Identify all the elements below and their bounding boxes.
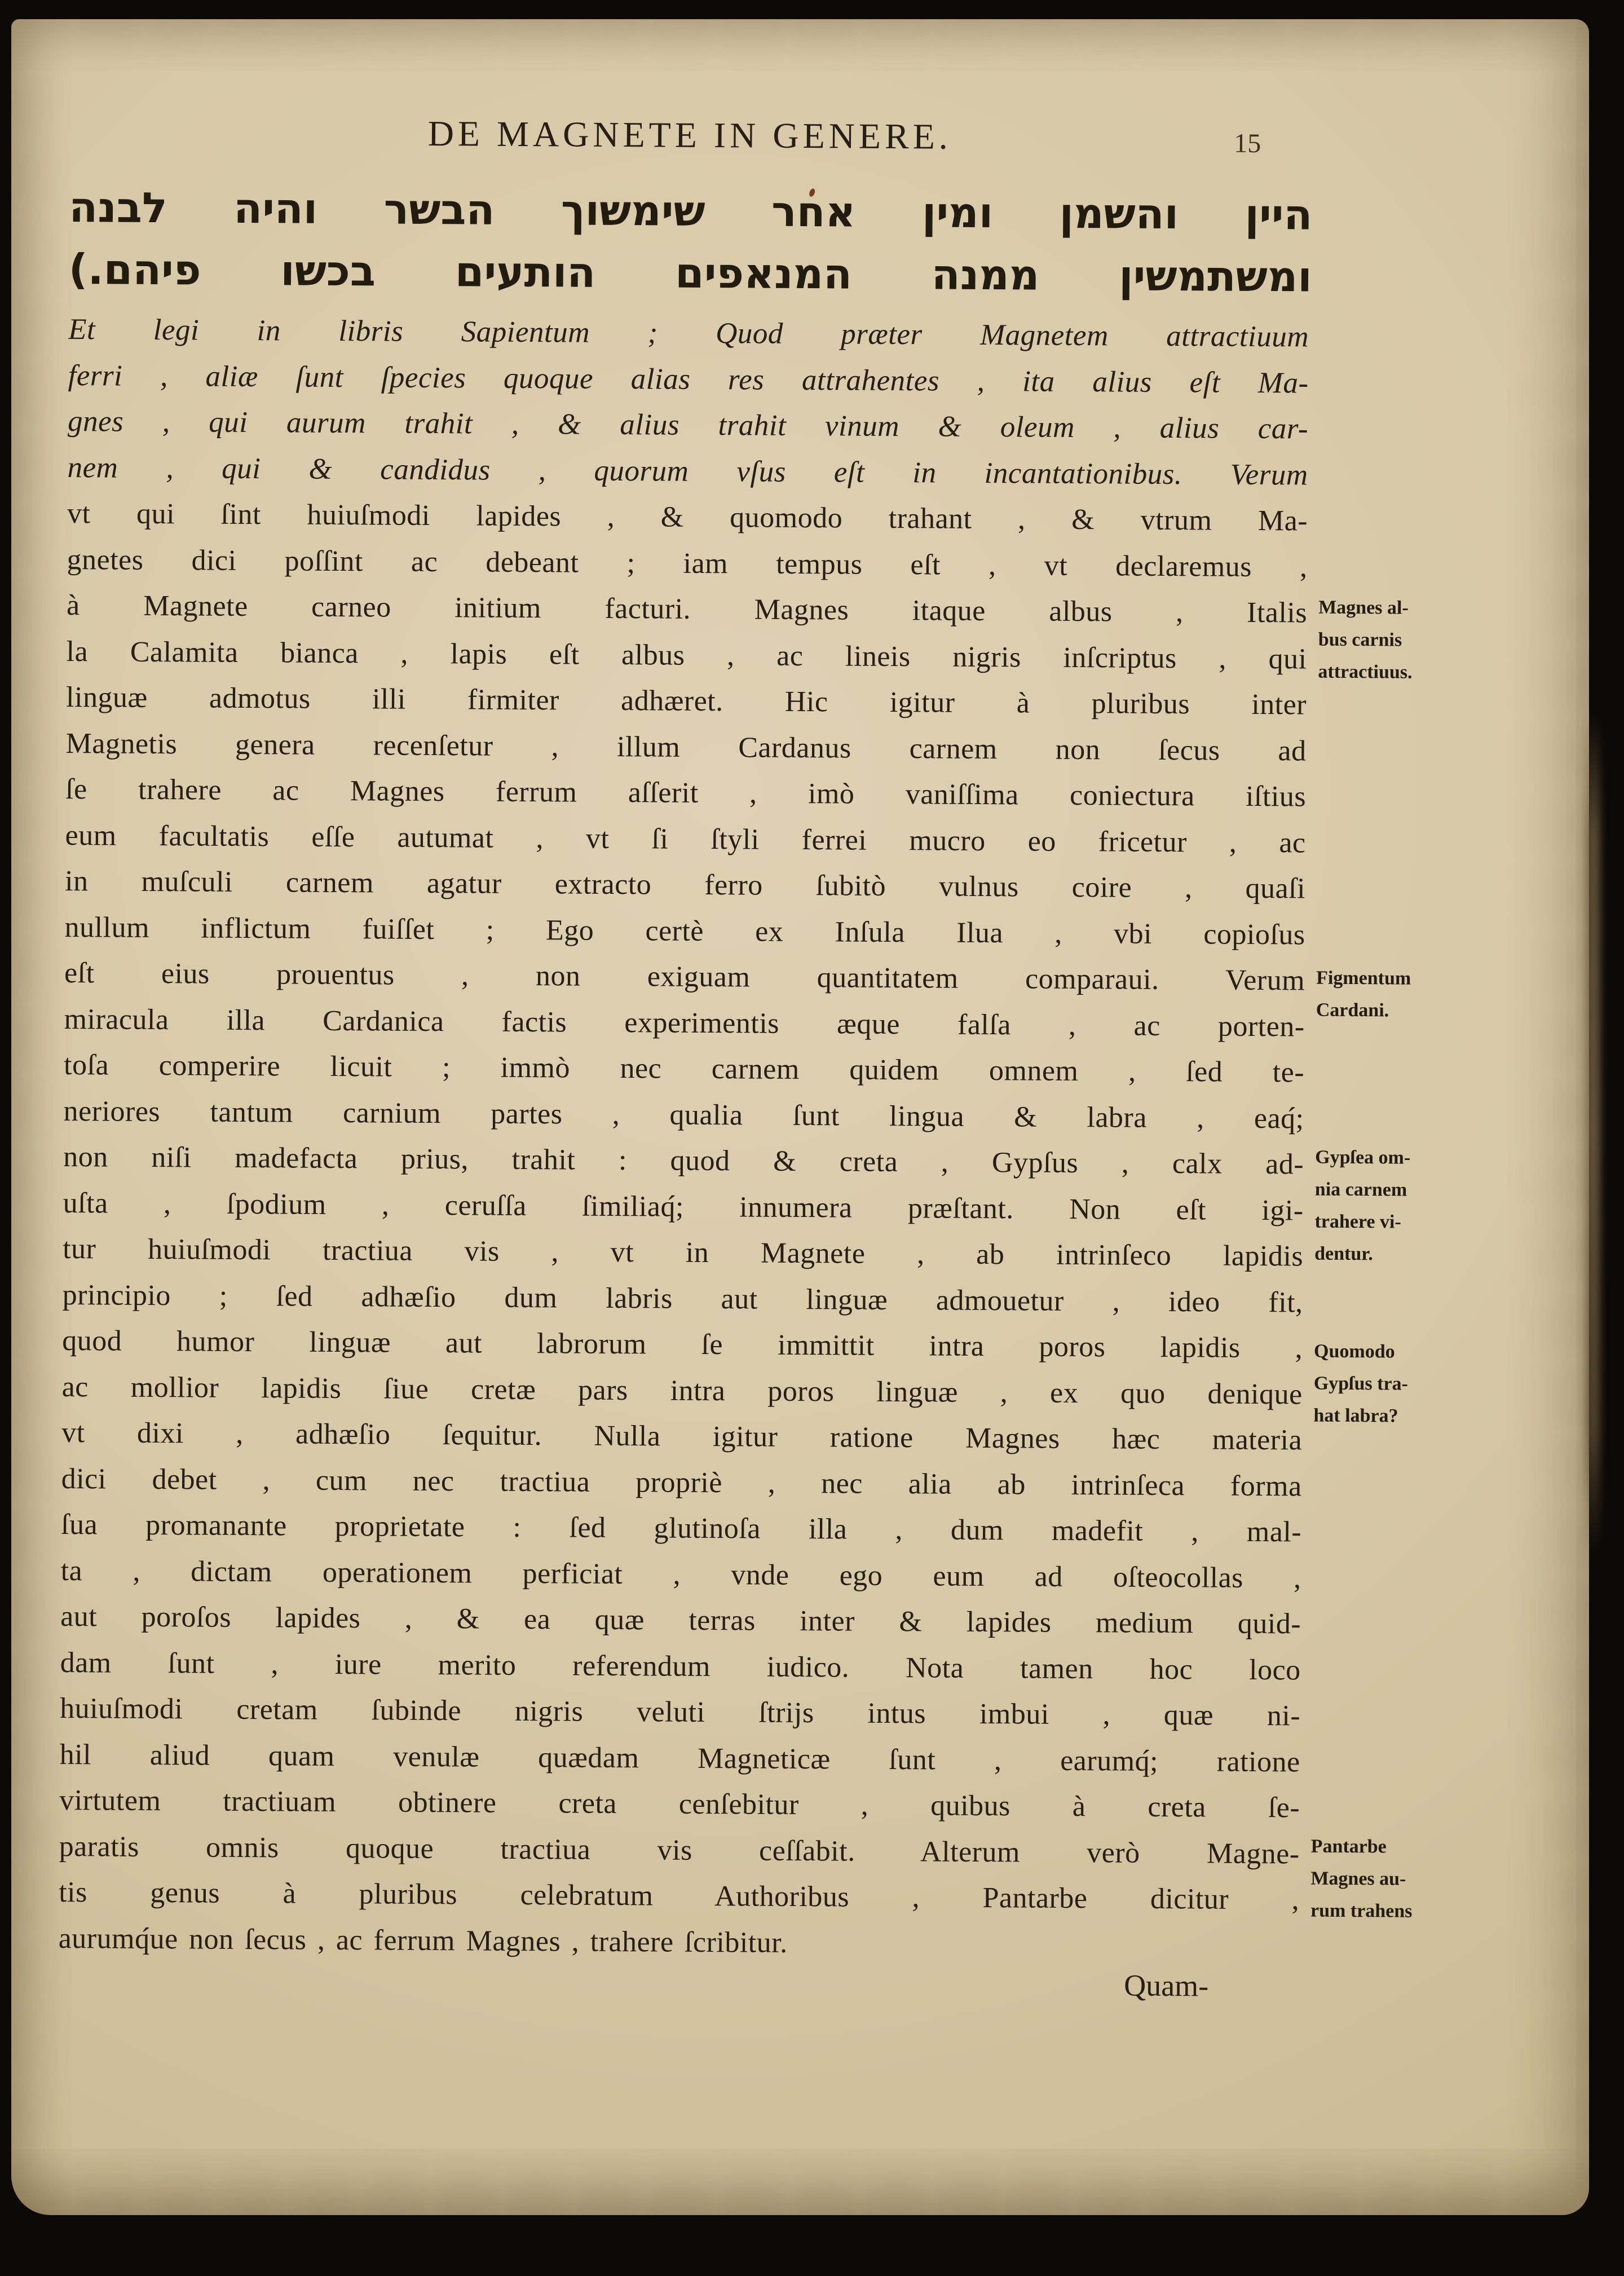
text-line: dici debet , cum nec tractiua propriè , nec alia ab intrinſeca forma [61,1462,1302,1502]
hebrew-quotation [68,178,1312,310]
text-line: nullum inflictum fuiſſet ; Ego certè ex Inſula Ilua , vbi copioſus [64,911,1305,951]
page-number: 15 [1234,128,1261,158]
book-page [11,19,1589,2215]
margin-note-line: Gypſea om- [1315,1146,1411,1168]
text-line: huiuſmodi cretam ſubinde nigris veluti ſtrijs intus imbui , quæ ni- [60,1692,1301,1732]
text-line: non niſi madefacta prius, trahit : quod & creta , Gypſus , calx ad- [63,1141,1304,1181]
text-line: ta , dictam operationem perficiat , vnde ego eum ad oſteocollas , [60,1554,1301,1594]
body-text [58,307,1309,1969]
text-line: Magnetis genera recenſetur , illum Cardanus carnem non ſecus ad [65,727,1307,767]
text-line: nem , qui & candidus , quorum vſus eſt in incantationibus. Verum [67,451,1308,491]
text-line: in muſculi carnem agatur extracto ferro ſubitò vulnus coire , quaſi [64,865,1306,905]
margin-note-line: Magnes al- [1318,597,1409,619]
margin-note-line: Quomodo [1313,1340,1395,1362]
book-fore-edge [1586,711,1600,1556]
text-line: gnes , qui aurum trahit , & alius trahit vinum & oleum , alius car- [67,405,1309,446]
text-line: uſta , ſpodium , ceruſſa ſimiliaq́; innumera præſtant. Non eſt igi- [63,1186,1304,1227]
text-line: tur huiuſmodi tractiua vis , vt in Magnete , ab intrinſeco lapidis [62,1233,1304,1273]
margin-note-line: dentur. [1314,1243,1373,1265]
text-line: vt qui ſint huiuſmodi lapides , & quomodo trahant , & vtrum Ma- [67,497,1308,537]
margin-note-line: Gypſus tra- [1313,1373,1409,1395]
text-line: neriores tantum carnium partes , qualia ſunt lingua & labra , eaq́; [63,1095,1304,1135]
margin-note-line: Figmentum [1316,967,1411,989]
margin-note-line: Magnes au- [1310,1868,1406,1890]
text-line: miracula illa Cardanica factis experimentis æque falſa , ac porten- [64,1003,1305,1043]
text-line: vt dixi , adhæſio ſequitur. Nulla igitur ratione Magnes hæc materia [61,1417,1303,1457]
hebrew-line: היין והשמן ומין אחר שימשוך הבשר והיה לבנה [69,183,1313,240]
text-line: tis genus à pluribus celebratum Authoribus , Pantarbe dicitur , [59,1876,1300,1916]
margin-note [1318,592,1516,689]
margin-note-line: bus carnis [1318,629,1402,651]
text-line: Et legi in libris Sapientum ; Quod præter Magnetem attractiuum [68,313,1309,354]
text-line: la Calamita bianca , lapis eſt albus , ac lineis nigris inſcriptus , qui [66,635,1307,675]
text-line: principio ; ſed adhæſio dum labris aut linguæ admouetur , ideo fit, [62,1278,1303,1318]
margin-note-line: attractiuus. [1318,661,1413,683]
margin-note-line: hat labra? [1313,1405,1398,1427]
hebrew-line: ומשתמשין ממנה המנאפים הותעים בכשו פיהם.) [68,245,1312,302]
margin-note [1316,962,1514,1027]
margin-note-line: Cardani. [1316,999,1389,1021]
text-line: dam ſunt , iure merito referendum iudico. Nota tamen hoc loco [60,1646,1301,1686]
text-line: linguæ admotus illi firmiter adhæret. Hic igitur à pluribus inter [65,681,1307,721]
margin-note [1313,1335,1511,1433]
text-line: ſua promanante proprietate : ſed glutinoſa illa , dum madefit , mal- [61,1508,1302,1549]
text-line: aurumq́ue non ſecus , ac ferrum Magnes , trahere ſcribitur. [58,1922,788,1959]
margin-note-line: trahere vi- [1314,1211,1401,1233]
margin-note-line: Pantarbe [1310,1836,1387,1858]
margin-note [1314,1141,1512,1271]
text-line: eſt eius prouentus , non exiguam quantitatem comparaui. Verum [64,957,1305,997]
margin-note-line: rum trahens [1310,1900,1413,1922]
text-line: eum facultatis eſſe autumat , vt ſi ſtyli ferrei mucro eo fricetur , ac [65,819,1306,859]
text-line: à Magnete carneo initium facturi. Magnes itaque albus , Italis [66,589,1308,629]
catchword: Quam- [1124,1968,1209,2003]
text-line: gnetes dici poſſint ac debeant ; iam tempus eſt , vt declaremus , [67,543,1308,583]
margin-note [1310,1830,1508,1928]
running-header: DE MAGNETE IN GENERE. [427,113,952,157]
text-line: toſa comperire licuit ; immò nec carnem quidem omnem , ſed te- [63,1049,1305,1089]
text-line: ſe trahere ac Magnes ferrum aſſerit , imò vaniſſima coniectura iſtius [65,773,1307,813]
page-content [3,14,1595,2220]
text-line: quod humor linguæ aut labrorum ſe immittit intra poros lapidis , [62,1325,1303,1365]
margin-note-line: nia carnem [1314,1179,1407,1201]
text-line: aut poroſos lapides , & ea quæ terras inter & lapides medium quid- [60,1600,1301,1640]
text-line: ferri , aliæ ſunt ſpecies quoque alias res attrahentes , ita alius eſt Ma- [68,359,1309,399]
text-line: ac mollior lapidis ſiue cretæ pars intra poros linguæ , ex quo denique [61,1370,1303,1410]
text-line: paratis omnis quoque tractiua vis ceſſabit. Alterum verò Magne- [59,1830,1300,1870]
text-line: virtutem tractiuam obtinere creta cenſebitur , quibus à creta ſe- [59,1784,1300,1824]
text-line: hil aliud quam venulæ quædam Magneticæ ſunt , earumq́; ratione [59,1738,1300,1778]
